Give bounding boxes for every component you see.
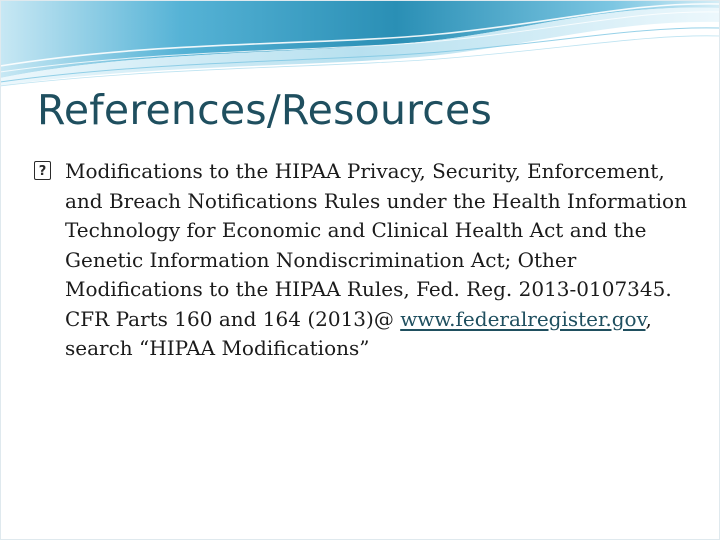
slide-title: References/Resources — [37, 86, 493, 134]
reference-text-after-link: , search “HIPAA Modifications” — [65, 306, 652, 360]
bullet-list — [34, 157, 690, 364]
bullet-item-reference — [34, 157, 690, 364]
header-wave-decoration — [0, 0, 720, 90]
federal-register-link[interactable]: www.federalregister.gov — [400, 306, 646, 331]
reference-text-before-link: Modifications to the HIPAA Privacy, Security, Enforcement, and Breach Notifications Rules under the Health Information Technology for Economic and Clinical Health Act and the Genetic Information Nondiscrimination Act; Other Modifications to the HIPAA Rules, Fed. Reg. 2013-0107345. CFR Parts 160 and 164 (2013)@ — [65, 159, 687, 331]
missing-glyph-box-icon — [34, 161, 51, 180]
